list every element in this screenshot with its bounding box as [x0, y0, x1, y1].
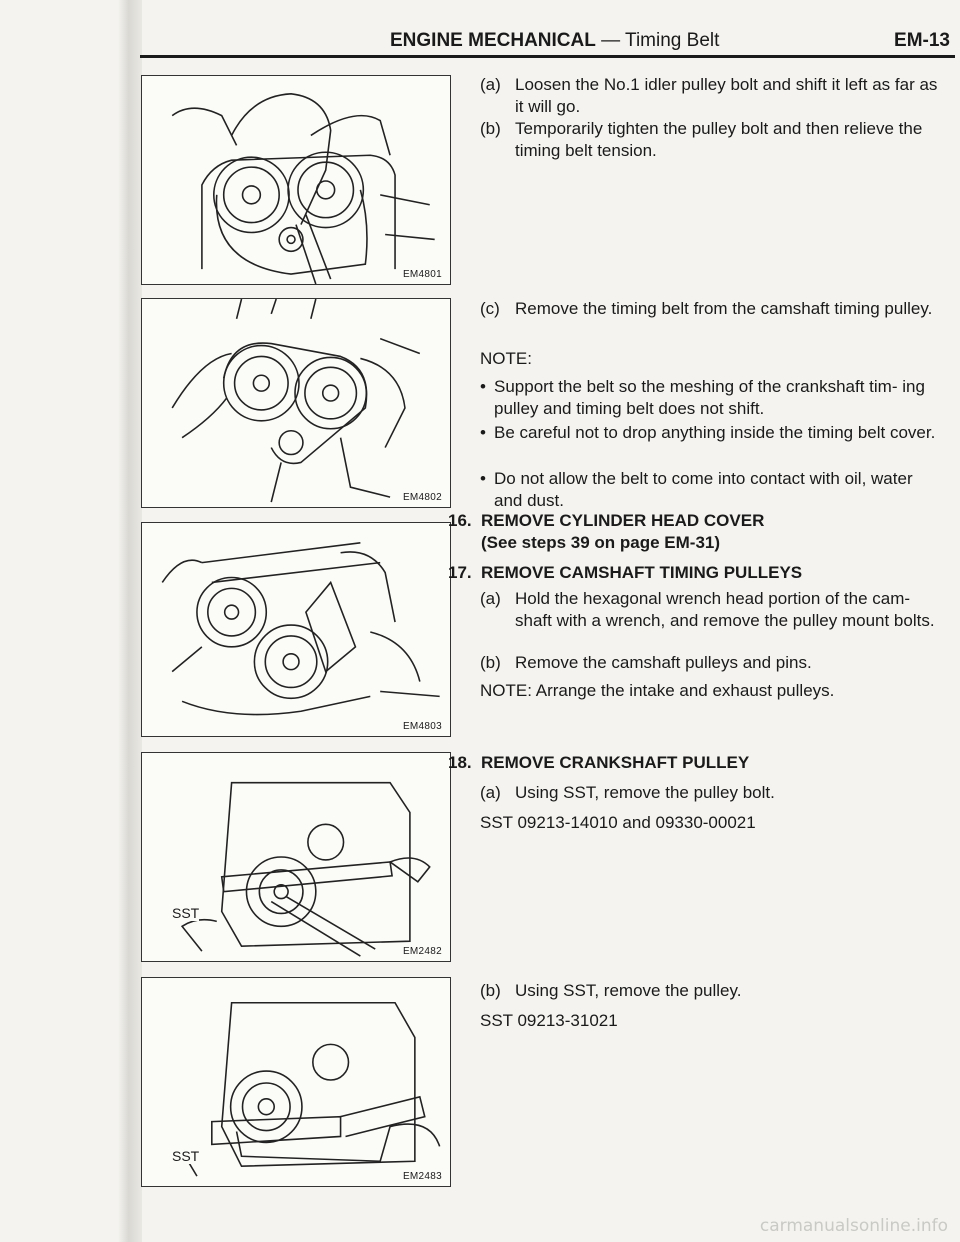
illustration-remove-belt	[142, 299, 450, 507]
step-number: 18.	[448, 753, 472, 772]
step-reference: (See steps 39 on page EM-31)	[481, 533, 721, 552]
figure-code: EM4803	[402, 721, 442, 732]
illustration-idler-pulley	[142, 76, 450, 284]
bullet-text: Be careful not to drop anything inside the timing belt cover.	[494, 423, 936, 442]
figure-sst-pulley-bolt	[141, 752, 451, 962]
item-text: Hold the hexagonal wrench head portion of the cam- shaft with a wrench, and remove the pulley mount bolts.	[515, 589, 935, 630]
binding-shadow	[118, 0, 142, 1242]
step-title: REMOVE CYLINDER HEAD COVER	[481, 511, 765, 530]
watermark: carmanualsonline.info	[759, 1216, 948, 1236]
note-label: NOTE:	[480, 349, 532, 368]
figure-remove-belt	[141, 298, 451, 508]
sst-part-numbers-18b: SST 09213-31021	[480, 1011, 618, 1030]
item-text: Remove the camshaft pulleys and pins.	[515, 653, 812, 672]
page-code: EM-13	[894, 30, 950, 51]
step-number: 17.	[448, 563, 472, 582]
header-subsection: — Timing Belt	[595, 30, 720, 51]
illustration-camshaft-pulleys	[142, 523, 450, 736]
figure-sst-label: SST	[172, 905, 200, 921]
item-text: Remove the timing belt from the camshaft timing pulley.	[515, 299, 933, 318]
step-title: REMOVE CRANKSHAFT PULLEY	[481, 753, 750, 772]
figure-idler-pulley	[141, 75, 451, 285]
item-text: Using SST, remove the pulley.	[515, 981, 742, 1000]
step-title: REMOVE CAMSHAFT TIMING PULLEYS	[481, 563, 803, 582]
sst-part-numbers-18a: SST 09213-14010 and 09330-00021	[480, 813, 756, 832]
item-label: (b)	[480, 119, 501, 138]
illustration-sst-pulley-bolt	[142, 753, 450, 961]
figure-code: EM4801	[402, 269, 442, 280]
note-arrange-pulleys: NOTE: Arrange the intake and exhaust pulleys.	[480, 681, 835, 700]
item-label: (b)	[480, 981, 501, 1000]
bullet-dot: •	[480, 469, 486, 488]
figure-camshaft-pulleys	[141, 522, 451, 737]
bullet-dot: •	[480, 377, 486, 396]
item-label: (a)	[480, 783, 501, 802]
item-label: (a)	[480, 589, 501, 608]
figure-code: EM2483	[402, 1171, 442, 1182]
figure-code: EM2482	[402, 946, 442, 957]
bullet-text: Do not allow the belt to come into contact with oil, water and dust.	[494, 469, 913, 510]
item-label: (a)	[480, 75, 501, 94]
item-text: Loosen the No.1 idler pulley bolt and shift it left as far as it will go.	[515, 75, 938, 116]
figure-code: EM4802	[402, 492, 442, 503]
item-text: Using SST, remove the pulley bolt.	[515, 783, 775, 802]
header-title	[390, 30, 719, 52]
step-number: 16.	[448, 511, 472, 530]
figure-sst-pulley	[141, 977, 451, 1187]
item-label: (c)	[480, 299, 500, 318]
item-label: (b)	[480, 653, 501, 672]
header-rule	[140, 55, 955, 58]
header-section: ENGINE MECHANICAL	[390, 30, 596, 51]
page-header	[140, 30, 958, 58]
bullet-dot: •	[480, 423, 486, 442]
item-text: Temporarily tighten the pulley bolt and then relieve the timing belt tension.	[515, 119, 923, 160]
figure-sst-label: SST	[172, 1148, 200, 1164]
bullet-text: Support the belt so the meshing of the crankshaft tim- ing pulley and timing belt does not shift.	[494, 377, 925, 418]
